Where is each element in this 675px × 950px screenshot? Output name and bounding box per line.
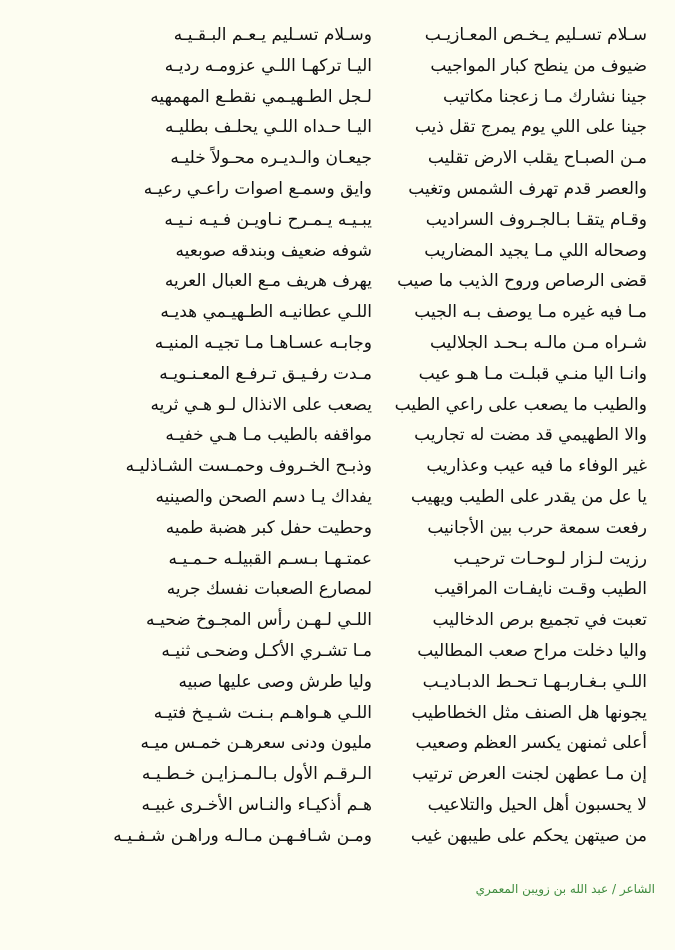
verse-left-12: مـدت رفـيـق تـرفـع المعـنـويـه: [159, 363, 372, 384]
verse-left-17: وحطيت حفل كبر هضبة طميه: [165, 517, 372, 538]
verse-right-1: سـلام تسـليم يـخـص المعـازيـب: [424, 25, 647, 45]
verse-left-19: لمصارع الصعبات نفسك جريه: [166, 579, 372, 600]
verse-left-14: مواقفه بالطيب مـا هـي خفيـه: [165, 425, 372, 446]
verse-right-19: الطيب وقـت نايفـات المراقيب: [433, 579, 647, 600]
verse-left-3: لـجل الطـهيـمي نقطـع المهمهيه: [150, 86, 372, 107]
verse-right-24: أعلى ثمنهن يكسر العظم وصعيب: [415, 733, 647, 754]
verse-right-16: يا عل من يقدر على الطيب ويهيب: [410, 486, 647, 507]
verse-left-24: مليون ودنى سعرهـن خمـس ميـه: [140, 733, 372, 754]
verse-right-17: رفعت سمعة حرب بين الأجانيب: [427, 517, 647, 538]
verse-left-13: يصعب على الانذال لـو هـي ثريه: [150, 394, 372, 415]
verse-right-14: والا الطهيمي قد مضت له تجاريب: [414, 425, 647, 446]
verse-right-21: واليا دخلت مراح صعب المطاليب: [417, 640, 647, 661]
poet-credit: الشاعر / عبد الله بن زويبن المعمري: [475, 882, 655, 896]
verse-right-23: يجونها هل الصنف مثل الخطاطيب: [411, 702, 647, 723]
verse-right-8: وصحاله اللي مـا يجيد المضاريب: [424, 240, 647, 261]
verse-right-15: غير الوفاء ما فيه عيب وعذاريب: [426, 456, 647, 477]
verse-right-7: وقـام يتقـا بـالجـروف السراديب: [425, 209, 647, 230]
verse-right-20: تعبت في تجميع برص الدخاليب: [432, 610, 647, 631]
verse-left-15: وذبـح الخـروف وحمـست الشـاذليـه: [125, 456, 372, 477]
verse-left-2: اليـا تركهـا اللـي عزومـه رديـه: [164, 55, 372, 76]
verse-left-16: يفداك يـا دسم الصحن والصينيه: [155, 486, 372, 507]
verse-left-25: الـرقـم الأول بـالـمـزايـن خـطـيـه: [141, 764, 372, 785]
verse-right-12: وانـا اليا منـي قبلـت مـا هـو عيب: [418, 363, 647, 384]
verse-left-7: يبـيـه يـمـرح نـاويـن فـيـه نـيـه: [164, 209, 372, 230]
poem-body: [20, 20, 655, 860]
verse-right-6: والعصر قدم تهرف الشمس وتغيب: [408, 178, 647, 199]
verse-left-18: عمتـهـا بـسـم القبيلـه حـمـيـه: [168, 548, 372, 569]
verse-left-23: اللـي هـواهـم بـنـت شـيـخ فتيـه: [153, 702, 372, 723]
verse-left-22: وليا طرش وصى عليها صبيه: [178, 671, 372, 692]
verse-right-3: جينا نشارك مـا زعجنا مكاتيب: [443, 86, 647, 107]
verse-left-10: اللـي عطانيـه الطـهيـمي هديـه: [160, 302, 372, 323]
verse-right-25: إن مـا عطهن لجنت العرض ترتيب: [411, 764, 647, 785]
verse-right-9: قضى الرصاص وروح الذيب ما صيب: [397, 271, 647, 292]
poem-left-column: [62, 20, 372, 852]
verse-left-11: وجابـه عسـاهـا مـا تجيـه المنيـه: [154, 332, 372, 353]
verse-right-13: والطيب ما يصعب على راعي الطيب: [394, 394, 647, 415]
verse-left-27: ومـن شـافـهـن مـالـه وراهـن شـفـيـه: [113, 825, 372, 846]
verse-right-18: رزيت لـزار لـوحـات ترحيـب: [453, 548, 647, 569]
verse-left-4: اليـا حـداه اللـي يحلـف بطليـه: [165, 117, 372, 138]
verse-left-6: وايق وسمـع اصوات راعـي رعيـه: [143, 178, 372, 199]
verse-left-20: اللـي لـهـن رأس المجـوخ ضحيـه: [146, 610, 372, 631]
verse-right-10: مـا فيه غيره مـا يوصف بـه الجيب: [414, 302, 647, 323]
verse-left-1: وسـلام تسـليم يـعـم البـقـيـه: [173, 25, 372, 45]
verse-right-27: من صيتهن يحكم على طيبهن غيب: [410, 825, 647, 846]
verse-right-4: جينا على اللي يوم يمرج تقل ذيب: [414, 117, 647, 138]
verse-right-2: ضيوف من ينطح كبار المواجيب: [430, 55, 647, 76]
verse-left-21: مـا تشـري الأكـل وضحـى ثنيـه: [161, 640, 372, 661]
verse-right-22: اللـي بـغـاربـهـا تـحـط الدبـاديـب: [422, 671, 647, 692]
verse-right-11: شـراه مـن مالـه بـحـد الجلاليب: [429, 332, 647, 353]
verse-right-26: لا يحسبون أهل الحيل والتلاعيب: [427, 794, 647, 815]
verse-left-9: يهرف هريف مـع العبال العريه: [164, 271, 372, 292]
verse-left-26: هـم أذكيـاء والنـاس الأخـرى غبيـه: [141, 794, 372, 815]
verse-right-5: مـن الصبـاح يقلب الارض تقليب: [427, 148, 647, 169]
verse-left-8: شوفه ضعيف وبندقه صوبعيه: [175, 240, 372, 261]
poem-right-column: [337, 20, 647, 852]
verse-left-5: جيعـان والـديـره محـولاً خليـه: [170, 148, 372, 169]
